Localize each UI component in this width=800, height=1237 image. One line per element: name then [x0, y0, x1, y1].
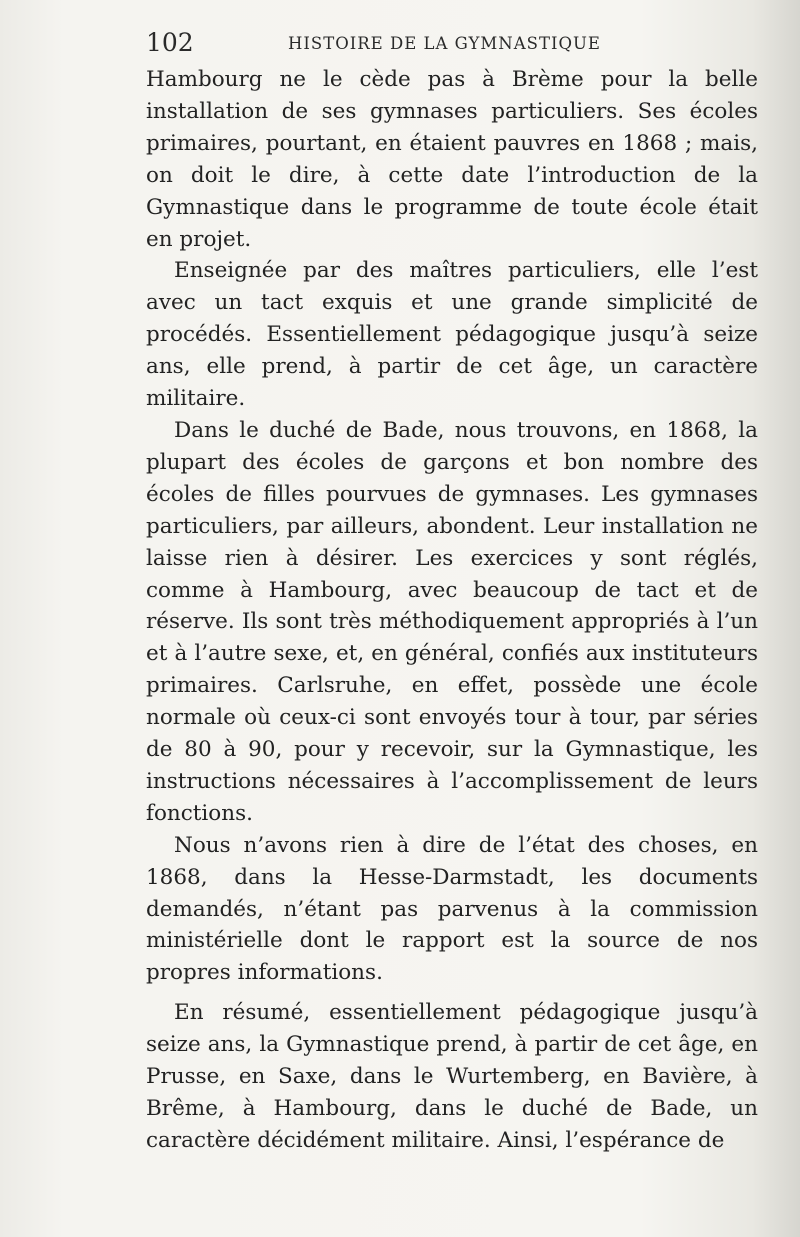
paragraph: Nous n’avons rien à dire de l’état des choses, en 1868, dans la Hesse-Darmstadt, les documents demandés, n’étant pas parvenus à la commission ministérielle dont le rapport est la source de nos propres informations. [146, 832, 758, 986]
running-title: HISTOIRE DE LA GYMNASTIQUE [288, 34, 601, 53]
paragraph: En résumé, essentiellement pédagogique jusqu’à seize ans, la Gymnastique prend, à partir de cet âge, en Prusse, en Saxe, dans le Wurtemberg, en Bavière, à Brême, à Hambourg, dans le duché de Bade, un caractère décidément militaire. Ainsi, l’espérance de [146, 1000, 758, 1153]
body-text [146, 64, 758, 1157]
paragraph: Hambourg ne le cède pas à Brème pour la belle installation de ses gymnases particuliers. Ses écoles primaires, pourtant, en étaient pauvres en 1868 ; mais, on doit le dire, à cette date l’introduction de la Gymnastique dans le programme de toute école était en projet. [146, 67, 758, 252]
paragraph: Enseignée par des maîtres particuliers, elle l’est avec un tact exquis et une grande simplicité de procédés. Essentiellement pédagogique jusqu’à seize ans, elle prend, à partir de cet âge, un caractère militaire. [146, 258, 758, 412]
paragraph: Dans le duché de Bade, nous trouvons, en 1868, la plupart des écoles de garçons et bon nombre des écoles de filles pourvues de gymnases. Les gymnases particuliers, par ailleurs, abondent. Leur installation ne laisse rien à désirer. Les exercices y sont réglés, comme à Hambourg, avec beaucoup de tact et de réserve. Ils sont très méthodiquement appropriés à l’un et à l’autre sexe, et, en général, confiés aux instituteurs primaires. Carlsruhe, en effet, possède une école normale où ceux-ci sont envoyés tour à tour, par séries de 80 à 90, pour y recevoir, sur la Gymnastique, les instructions nécessaires à l’accomplissement de leurs fonctions. [146, 417, 758, 826]
page-number: 102 [146, 28, 194, 57]
page-header [146, 28, 756, 62]
